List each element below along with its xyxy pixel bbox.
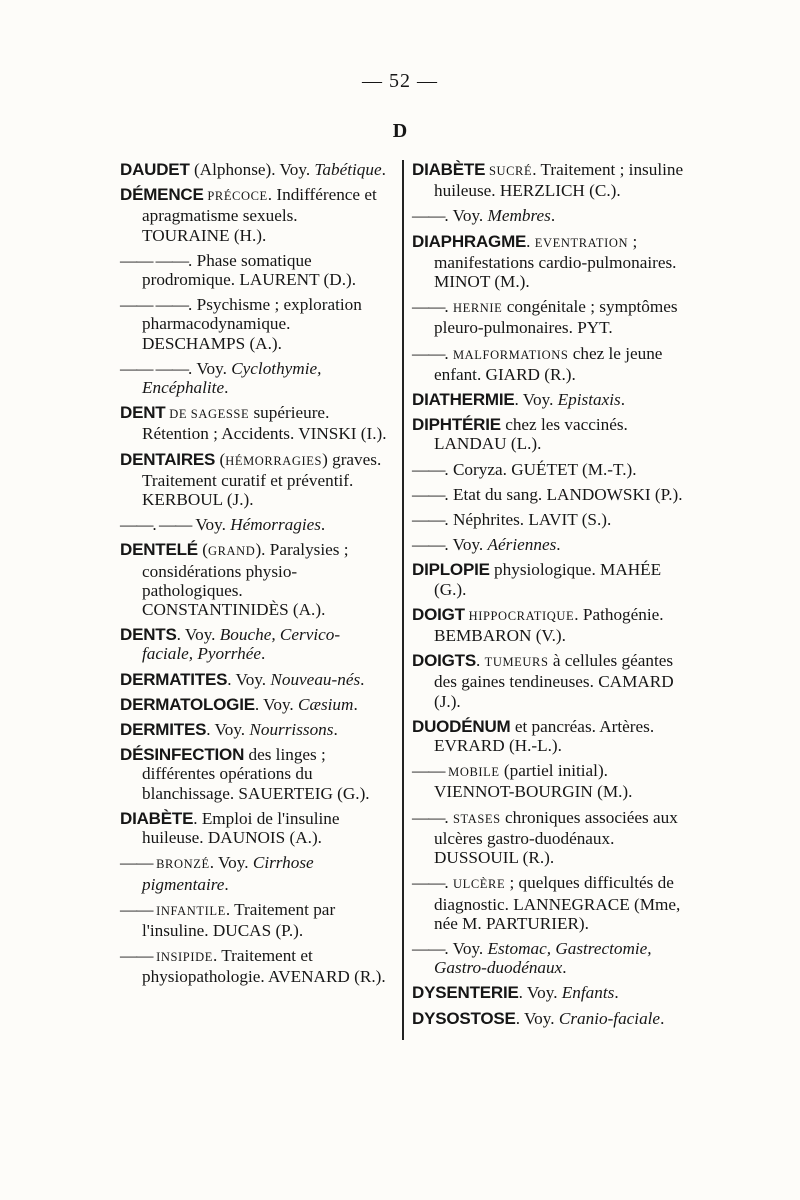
entry-cross-reference: Hémorragies — [230, 515, 321, 535]
entry-text: . — [562, 958, 567, 978]
entry-text: . — [614, 983, 619, 1003]
index-entry — [120, 853, 388, 893]
entry-text: congénitale ; symptômes pleuro-pulmonaires. PYT. — [434, 297, 678, 338]
entry-qualifier: DE SAGESSE — [165, 407, 250, 422]
entry-text: chez le jeune enfant. GIARD (R.). — [434, 343, 663, 384]
entry-headword: DÉSINFECTION — [120, 745, 245, 765]
entry-text: . Voy. — [206, 720, 250, 740]
index-entry — [120, 670, 388, 689]
entry-text: ). Paralysies ; considérations physio-pathologiques. CONSTANTINIDÈS (A.). — [142, 540, 349, 620]
entry-text: ) graves. Traitement curatif et préventif. KERBOUL (J.). — [142, 449, 382, 510]
entry-cross-reference: Cranio-faciale — [558, 1008, 661, 1028]
ditto-dash: —— —— — [120, 295, 189, 315]
entry-cross-reference: Cæsium — [298, 694, 354, 714]
index-entry — [412, 232, 684, 292]
entry-headword: DIAPHRAGME — [412, 231, 527, 251]
entry-text: . Indifférence et apragmatisme sexuels. TOURAINE (H.). — [142, 185, 377, 245]
entry-text: . — [620, 390, 625, 410]
entry-text: . — [444, 297, 453, 317]
index-entry — [120, 515, 388, 534]
entry-cross-reference: Estomac, Gastrectomie, Gastro-duodénaux — [434, 938, 652, 978]
ditto-dash: —— — [412, 206, 445, 226]
index-entry — [412, 651, 684, 711]
entry-text: . Voy. — [254, 694, 299, 714]
entry-headword: DENTELÉ — [120, 540, 198, 560]
entry-subject: TUMEURS — [484, 655, 549, 670]
entry-text: . — [444, 873, 453, 893]
entry-text: et pancréas. Artères. EVRARD (H.-L.). — [434, 716, 655, 756]
entry-text: . Voy. — [444, 535, 488, 555]
index-entry — [412, 761, 684, 801]
entry-text: . Voy. — [514, 390, 558, 410]
index-entry — [412, 560, 684, 598]
index-entry — [120, 185, 388, 245]
index-entry — [412, 206, 684, 225]
entry-headword: DIPHTÉRIE — [412, 415, 501, 435]
index-entry — [120, 359, 388, 397]
entry-text: . — [660, 1008, 665, 1028]
entry-text: . — [444, 807, 453, 827]
entry-text: . Voy. — [209, 853, 253, 873]
index-entry — [120, 745, 388, 803]
index-entry — [120, 946, 388, 986]
column-divider — [402, 160, 404, 1040]
entry-text: . — [320, 515, 326, 535]
entry-text: . Traitement par l'insuline. DUCAS (P.). — [142, 899, 336, 940]
index-entry — [412, 605, 684, 645]
entry-cross-reference: Cirrhose pigmentaire — [142, 853, 314, 894]
entry-text: . Etat du sang. LANDOWSKI (P.). — [444, 484, 683, 504]
ditto-dash: —— —— — [120, 358, 189, 378]
entry-subject: GRAND — [207, 544, 256, 559]
index-entry — [120, 809, 388, 847]
index-entry — [120, 900, 388, 940]
entry-text: . Voy. — [444, 206, 488, 226]
entry-qualifier: INSIPIDE — [152, 950, 213, 965]
ditto-dash: —— —— — [120, 250, 189, 270]
section-letter: D — [392, 120, 408, 142]
index-entry — [412, 983, 684, 1002]
entry-headword: DIABÈTE — [120, 808, 194, 828]
index-entry — [120, 160, 388, 179]
entry-subject: ULCÈRE — [452, 877, 506, 892]
entry-headword: DENTAIRES — [120, 449, 216, 469]
entry-cross-reference: Enfants — [561, 983, 615, 1003]
entry-qualifier: INFANTILE — [152, 903, 226, 918]
ditto-dash: —— — [412, 761, 445, 781]
ditto-dash: —— — [412, 938, 445, 958]
entry-text: supérieure. Rétention ; Accidents. VINSKI (I.). — [142, 403, 387, 444]
index-entry — [412, 510, 684, 529]
index-entry — [412, 873, 684, 933]
entry-text: . Voy. — [188, 358, 232, 378]
entry-text: à cellules géantes des gaines tendineuses. CAMARD (J.). — [434, 651, 674, 711]
entry-text: . — [550, 206, 556, 226]
entry-subject: HÉMORRAGIES — [225, 453, 323, 468]
entry-text: . — [475, 651, 485, 671]
entry-text: . — [381, 160, 386, 179]
index-entry — [120, 403, 388, 443]
index-entry — [120, 625, 388, 663]
entry-headword: DÉMENCE — [120, 185, 204, 205]
entry-qualifier: BRONZÉ — [152, 857, 210, 872]
ditto-dash: —— — [412, 535, 445, 555]
entry-headword: DENT — [120, 403, 166, 423]
index-entry — [412, 1009, 684, 1028]
ditto-dash: —— — [412, 510, 445, 530]
index-entry — [412, 808, 684, 868]
entry-text: . Pathogénie. BEMBARON (V.). — [434, 604, 664, 646]
entry-text: . Voy. — [176, 625, 220, 645]
right-column — [412, 160, 684, 1034]
entry-cross-reference: Epistaxis — [557, 390, 621, 410]
index-entry — [412, 535, 684, 554]
index-entry — [120, 695, 388, 714]
index-entry — [120, 295, 388, 353]
entry-text: . Voy. — [518, 983, 562, 1003]
entry-headword: DYSENTERIE — [412, 983, 519, 1003]
index-entry — [412, 485, 684, 504]
entry-cross-reference: Nourrissons — [249, 720, 334, 740]
ditto-dash: —— — [412, 484, 445, 504]
entry-text: . Phase somatique prodromique. LAURENT (D.). — [142, 250, 357, 290]
entry-cross-reference: Bouche, Cervico-faciale, Pyorrhée — [142, 625, 341, 664]
entry-headword: DENTS — [120, 625, 177, 645]
entry-headword: DIABÈTE — [412, 160, 486, 179]
entry-text: . Emploi de l'insuline huileuse. DAUNOIS (A.). — [142, 808, 340, 848]
index-entry — [412, 390, 684, 409]
entry-cross-reference: Cyclothymie, Encéphalite — [142, 358, 322, 398]
entry-text: chez les vaccinés. LANDAU (L.). — [434, 415, 628, 454]
entry-text: . Coryza. GUÉTET (M.-T.). — [444, 459, 637, 479]
entry-cross-reference: Membres — [487, 206, 551, 226]
index-entry — [120, 720, 388, 739]
entry-text: . Voy. — [227, 669, 271, 689]
entry-headword: DUODÉNUM — [412, 716, 511, 736]
entry-cross-reference: Aériennes — [487, 535, 557, 555]
index-entry — [120, 540, 388, 619]
entry-headword: DYSOSTOSE — [412, 1008, 516, 1028]
entry-headword: DIPLOPIE — [412, 560, 490, 580]
ditto-dash: —— — [412, 873, 445, 893]
index-entry — [412, 297, 684, 337]
entry-qualifier: PRÉCOCE — [203, 189, 268, 204]
entry-text: chroniques associées aux ulcères gastro-duodénaux. DUSSOUIL (R.). — [434, 807, 678, 868]
index-entry — [412, 344, 684, 384]
index-entry — [120, 450, 388, 510]
entry-text: . Voy. — [444, 938, 488, 958]
entry-qualifier: MOBILE — [444, 765, 500, 780]
entry-text: . Traitement ; insuline huileuse. HERZLICH (C.). — [434, 160, 684, 201]
entry-text: . — [224, 378, 229, 398]
entry-text: Voy. — [191, 515, 231, 535]
entry-text: . — [353, 694, 358, 714]
entry-text: physiologique. MAHÉE (G.). — [434, 560, 662, 599]
entry-headword: DERMATITES — [120, 669, 228, 689]
page-number: — 52 — — [362, 70, 438, 92]
index-entry — [412, 460, 684, 479]
entry-text: ( — [215, 449, 226, 469]
entry-qualifier: SUCRÉ — [485, 164, 533, 178]
index-entry — [412, 939, 684, 977]
entry-text: . — [556, 535, 561, 555]
index-entry — [412, 160, 684, 200]
entry-text: (Alphonse). Voy. — [189, 160, 315, 179]
ditto-dash: —— — [412, 459, 445, 479]
entry-text: ; manifestations cardio-pulmonaires. MINOT (M.). — [434, 231, 677, 292]
entry-text: . Traitement et physiopathologie. AVENARD (R.). — [142, 946, 386, 987]
entry-text: ; quelques difficultés de diagnostic. LANNEGRACE (Mme, née M. PARTURIER). — [434, 873, 681, 933]
index-entry — [120, 251, 388, 289]
entry-text: . Psychisme ; exploration pharmacodynamique. DESCHAMPS (A.). — [142, 295, 362, 353]
ditto-dash: —— — [412, 343, 445, 363]
entry-subject: HERNIE — [452, 301, 503, 316]
entry-cross-reference: Tabétique — [314, 160, 382, 179]
entry-headword: DERMITES — [120, 720, 207, 740]
entry-headword: DAUDET — [120, 160, 190, 179]
entry-subject: STASES — [452, 811, 501, 826]
entry-cross-reference: Nouveau-nés — [270, 669, 361, 689]
index-entry — [412, 415, 684, 453]
entry-headword: DIATHERMIE — [412, 390, 515, 410]
entry-text: . — [526, 231, 535, 251]
entry-qualifier: HIPPOCRATIQUE — [464, 608, 575, 623]
entry-text: . Voy. — [515, 1008, 559, 1028]
entry-headword: DOIGTS — [412, 651, 476, 671]
entry-text: ( — [197, 540, 208, 560]
entry-text: des linges ; différentes opérations du blanchissage. SAUERTEIG (G.). — [142, 745, 370, 803]
ditto-dash: —— — [412, 297, 445, 317]
entry-text: . — [333, 720, 338, 740]
entry-text: (partiel initial). VIENNOT-BOURGIN (M.). — [434, 761, 633, 802]
index-entry — [412, 717, 684, 755]
entry-text: . — [360, 669, 365, 689]
entry-subject: EVENTRATION — [534, 235, 629, 250]
entry-text: . Néphrites. LAVIT (S.). — [444, 510, 612, 530]
entry-text: . — [444, 343, 453, 363]
ditto-dash: —— — [120, 853, 153, 873]
ditto-dash: —— — [120, 899, 153, 919]
entry-text: . — [224, 874, 229, 894]
entry-headword: DOIGT — [412, 604, 465, 624]
entry-headword: DERMATOLOGIE — [120, 694, 255, 714]
entry-subject: MALFORMATIONS — [452, 347, 569, 362]
ditto-dash: —— — [412, 807, 445, 827]
left-column — [120, 160, 388, 993]
entry-text: . — [261, 644, 266, 664]
ditto-dash: —— — [120, 946, 153, 966]
ditto-dash: ——. —— — [120, 515, 192, 535]
